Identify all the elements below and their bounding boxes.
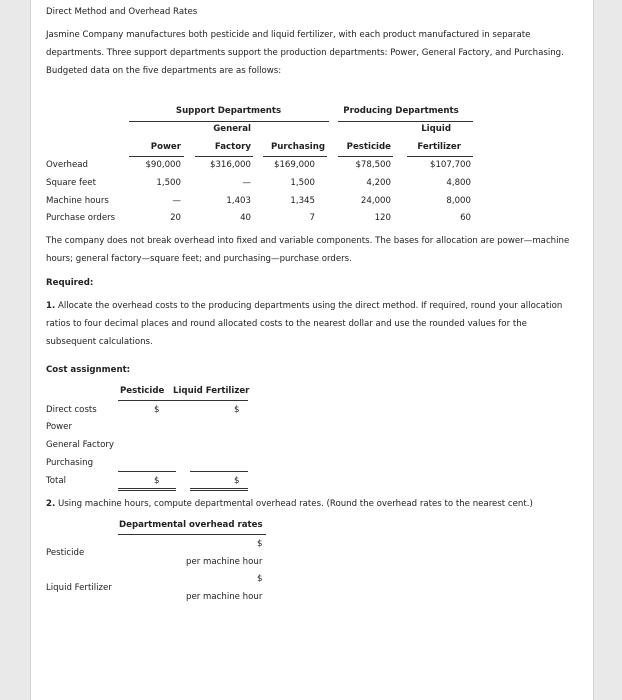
row-label-square-feet: Square feet xyxy=(46,178,96,188)
cost-header-rule xyxy=(118,400,248,401)
cell-po-power: 20 xyxy=(170,213,181,223)
cost-row-purchasing: Purchasing xyxy=(46,458,94,468)
power-col-rule xyxy=(129,156,184,157)
cell-sqft-purchasing: 1,500 xyxy=(290,178,315,188)
cell-po-purchasing: 7 xyxy=(309,213,315,223)
rates-heading: Departmental overhead rates xyxy=(119,520,263,530)
liquid-col-rule xyxy=(407,156,473,157)
row-label-overhead: Overhead xyxy=(46,160,88,170)
row-label-machine-hours: Machine hours xyxy=(46,196,109,206)
direct-costs-pesticide-dollar: $ xyxy=(154,405,160,415)
total-pesticide-double-rule-1 xyxy=(118,488,176,489)
cell-mh-power: — xyxy=(172,196,181,206)
purchasing-col-rule xyxy=(263,156,327,157)
pesticide-col-rule xyxy=(338,156,393,157)
cell-sqft-general: — xyxy=(242,178,251,188)
requirement-1-text: Allocate the overhead costs to the producing departments using the direct method. If required, round your allocation ratios to four decimal places and round allocated costs to the nearest dollar and use the rounded values for the subsequent calculations. xyxy=(46,301,563,347)
cell-sqft-power: 1,500 xyxy=(156,178,181,188)
cost-col-pesticide-header: Pesticide xyxy=(120,386,165,396)
cell-mh-purchasing: 1,345 xyxy=(290,196,315,206)
direct-costs-liquid-dollar: $ xyxy=(234,405,240,415)
intro-paragraph: Jasmine Company manufactures both pesticide and liquid fertilizer, with each product manufactured in separate departments. Three support departments support the production departments: Power, General Factory, and Purchasing. Budgeted data on the five departments are as follows: xyxy=(46,30,564,76)
support-departments-header: Support Departments xyxy=(175,106,282,116)
cell-po-liquid: 60 xyxy=(460,213,471,223)
col-general-line1: General xyxy=(213,124,251,134)
total-pesticide-rule xyxy=(118,471,176,472)
total-liquid-double-rule-1 xyxy=(190,488,248,489)
producing-departments-header: Producing Departments xyxy=(343,106,459,116)
requirement-2-number: 2. xyxy=(46,499,56,509)
cell-sqft-liquid: 4,800 xyxy=(446,178,471,188)
col-liquid-line1: Liquid xyxy=(421,124,451,134)
general-col-rule xyxy=(195,156,253,157)
requirement-1-number: 1. xyxy=(46,301,56,311)
requirement-2-text: Using machine hours, compute departmental overhead rates. (Round the overhead rates to the nearest cent.) xyxy=(57,499,533,509)
cell-mh-liquid: 8,000 xyxy=(446,196,471,206)
cell-overhead-power: $90,000 xyxy=(145,160,181,170)
liquid-rate-dollar: $ xyxy=(257,574,263,584)
pesticide-rate-dollar: $ xyxy=(257,539,263,549)
cost-col-liquid-header: Liquid Fertilizer xyxy=(173,386,250,396)
requirement-2 xyxy=(46,495,576,513)
rate-label-liquid-fertilizer: Liquid Fertilizer xyxy=(46,583,112,593)
cell-overhead-pesticide: $78,500 xyxy=(355,160,391,170)
support-header-rule xyxy=(129,121,329,122)
page-title: Direct Method and Overhead Rates xyxy=(46,7,198,17)
cost-row-general-factory: General Factory xyxy=(46,440,114,450)
total-liquid-double-rule-2 xyxy=(190,490,248,491)
requirement-1 xyxy=(46,297,576,351)
document-page xyxy=(30,0,594,700)
total-pesticide-dollar: $ xyxy=(154,476,160,486)
cell-overhead-purchasing: $169,000 xyxy=(273,160,315,170)
row-label-purchase-orders: Purchase orders xyxy=(46,213,116,223)
cell-po-pesticide: 120 xyxy=(374,213,391,223)
col-power-header: Power xyxy=(150,142,181,152)
total-pesticide-double-rule-2 xyxy=(118,490,176,491)
cost-assignment-heading: Cost assignment: xyxy=(46,365,131,375)
required-heading: Required: xyxy=(46,278,94,288)
col-purchasing-header: Purchasing xyxy=(271,142,325,152)
cell-mh-pesticide: 24,000 xyxy=(360,196,391,206)
producing-header-rule xyxy=(338,121,473,122)
total-liquid-dollar: $ xyxy=(234,476,240,486)
rates-heading-rule xyxy=(118,534,266,535)
cell-overhead-liquid: $107,700 xyxy=(429,160,471,170)
col-liquid-line2: Fertilizer xyxy=(417,142,461,152)
cost-row-direct-costs: Direct costs xyxy=(46,405,97,415)
total-liquid-rule xyxy=(190,471,248,472)
cell-po-general: 40 xyxy=(240,213,251,223)
cost-row-power: Power xyxy=(46,422,72,432)
cell-mh-general: 1,403 xyxy=(226,196,251,206)
col-general-line2: Factory xyxy=(214,142,251,152)
rate-label-pesticide: Pesticide xyxy=(46,548,85,558)
liquid-rate-unit: per machine hour xyxy=(186,592,263,602)
cell-overhead-general: $316,000 xyxy=(209,160,251,170)
cell-sqft-pesticide: 4,200 xyxy=(366,178,391,188)
pesticide-rate-unit: per machine hour xyxy=(186,557,263,567)
col-pesticide-header: Pesticide xyxy=(346,142,391,152)
allocation-bases-paragraph: The company does not break overhead into fixed and variable components. The bases for allocation are power—machine hours; general factory—square feet; and purchasing—purchase orders. xyxy=(46,236,570,264)
cost-row-total: Total xyxy=(46,476,67,486)
